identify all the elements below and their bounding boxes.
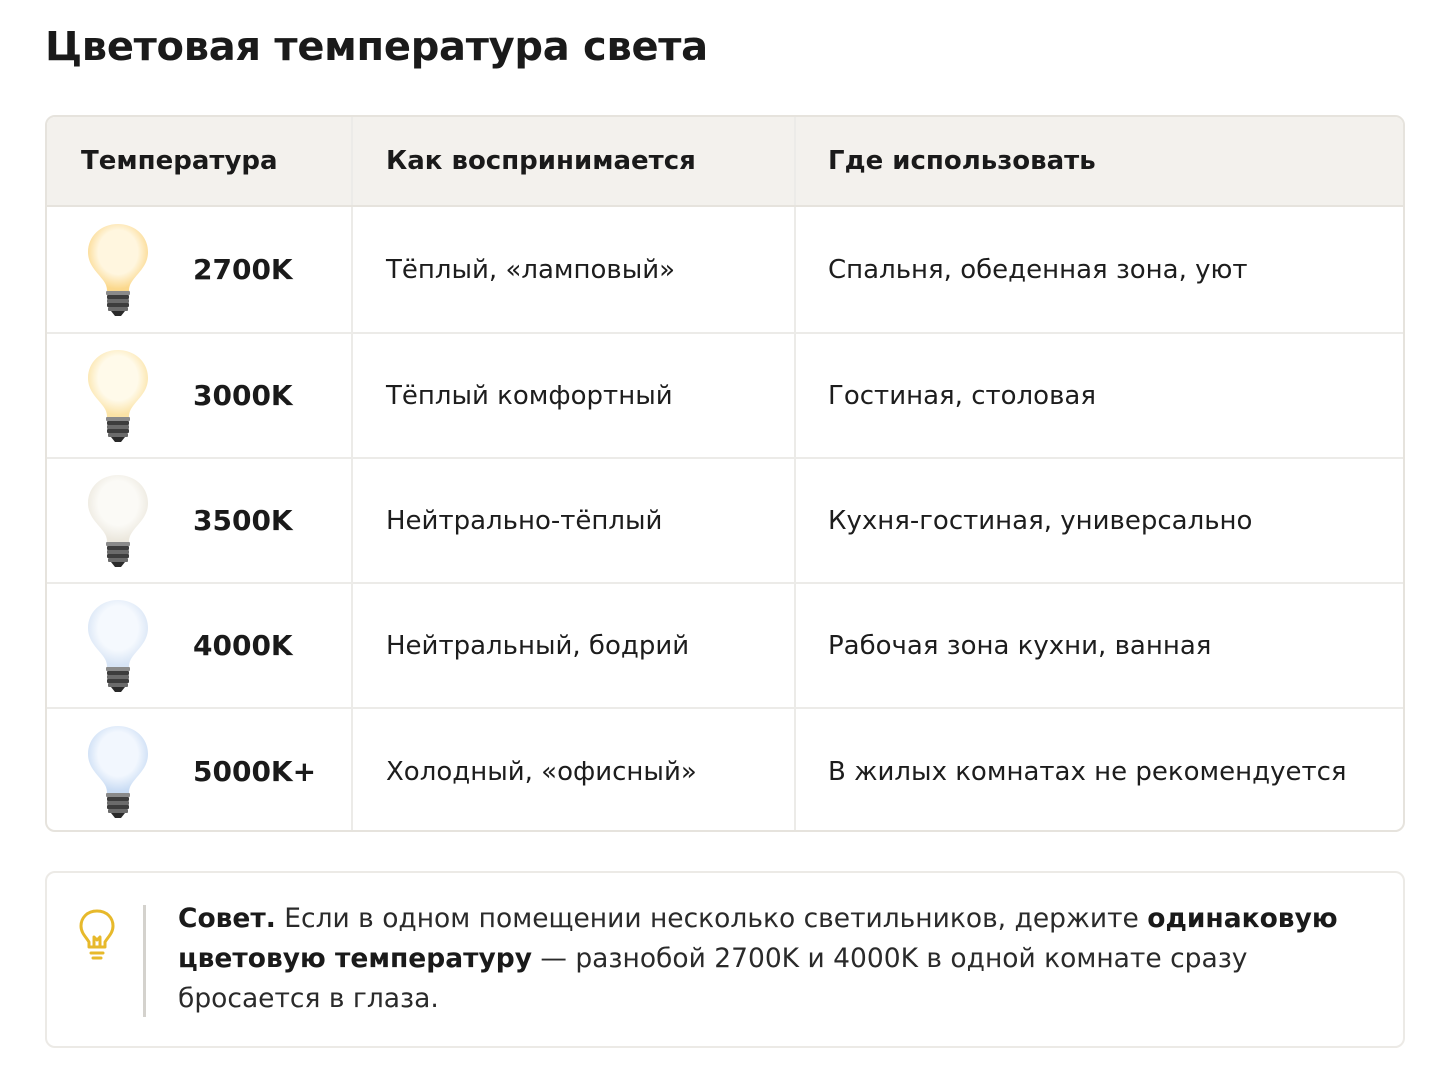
table-row	[47, 207, 1403, 334]
usage-cell: Рабочая зона кухни, ванная	[828, 630, 1212, 661]
temperature-cell	[47, 709, 353, 832]
perception-cell: Нейтрально-тёплый	[353, 459, 796, 582]
temperature-value: 3500K	[193, 504, 293, 537]
usage-cell: Гостиная, столовая	[828, 380, 1096, 411]
temperature-value: 3000K	[193, 379, 293, 412]
table-row	[47, 709, 1403, 832]
page-title: Цветовая температура света	[45, 24, 708, 70]
usage-cell: Кухня-гостиная, универсально	[828, 505, 1253, 536]
temperature-cell	[47, 459, 353, 582]
temperature-value: 5000K+	[193, 755, 317, 788]
usage-cell: Спальня, обеденная зона, уют	[828, 254, 1248, 285]
light-bulb-icon	[83, 471, 153, 571]
tip-text-part1: Если в одном помещении несколько светильников, держите	[275, 903, 1148, 934]
tip-text-part2: — разнобой 2700K и 4000K в одной комнате сразу бросается в глаза.	[178, 943, 1248, 1014]
header-perception: Как воспринимается	[353, 117, 796, 205]
tip-emphasis: одинаковую цветовую температуру	[178, 903, 1338, 974]
temperature-cell	[47, 207, 353, 332]
tip-lead: Совет.	[178, 903, 276, 934]
table-row	[47, 334, 1403, 459]
header-temperature: Температура	[47, 117, 353, 205]
usage-cell: В жилых комнатах не рекомендуется	[828, 756, 1347, 787]
table-row	[47, 584, 1403, 709]
temperature-cell	[47, 584, 353, 707]
perception-cell: Тёплый комфортный	[353, 334, 796, 457]
table-header-row	[47, 117, 1403, 207]
light-bulb-icon	[83, 596, 153, 696]
temperature-cell	[47, 334, 353, 457]
temperature-value: 2700K	[193, 253, 293, 286]
lightbulb-icon	[77, 907, 117, 963]
light-bulb-icon	[83, 346, 153, 446]
tip-text	[178, 899, 1358, 1019]
temperature-value: 4000K	[193, 629, 293, 662]
light-bulb-icon	[83, 722, 153, 822]
table-body	[47, 207, 1403, 832]
color-temperature-table	[45, 115, 1405, 832]
header-usage: Где использовать	[828, 146, 1096, 176]
light-bulb-icon	[83, 220, 153, 320]
perception-cell: Тёплый, «ламповый»	[353, 207, 796, 332]
table-row	[47, 459, 1403, 584]
perception-cell: Холодный, «офисный»	[353, 709, 796, 832]
perception-cell: Нейтральный, бодрий	[353, 584, 796, 707]
tip-box	[45, 871, 1405, 1048]
tip-divider	[143, 905, 146, 1017]
